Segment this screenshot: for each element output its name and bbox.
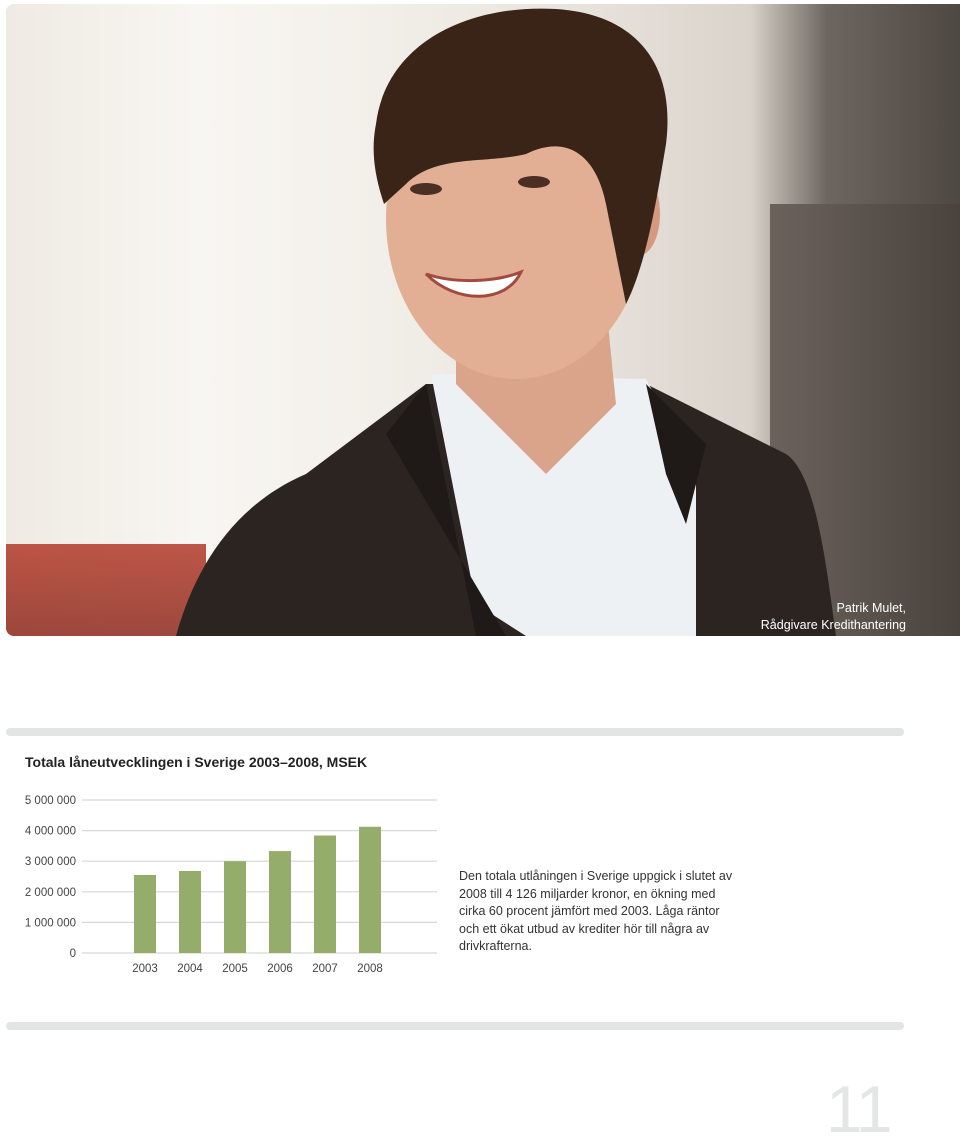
y-tick-label: 1 000 000 bbox=[24, 917, 76, 930]
x-tick-label: 2004 bbox=[177, 963, 203, 975]
y-tick-label: 0 bbox=[69, 948, 76, 960]
y-tick-label: 2 000 000 bbox=[24, 886, 76, 899]
body-paragraph: Den totala utlåningen i Sverige uppgick i slutet av 2008 till 4 126 miljarder kronor, en ökning med cirka 60 procent jämfört med 2003. Låga räntor och ett ökat utbud av krediter hör till några av drivkrafterna. bbox=[459, 869, 733, 954]
bottom-divider-bar bbox=[6, 1022, 904, 1030]
bar-2008 bbox=[359, 827, 381, 953]
top-divider-bar bbox=[6, 728, 904, 736]
caption-name: Patrik Mulet, bbox=[836, 601, 906, 615]
x-tick-label: 2006 bbox=[267, 963, 293, 975]
caption-role: Rådgivare Kredithantering bbox=[760, 618, 906, 632]
loan-bar-chart bbox=[0, 780, 460, 990]
bar-2007 bbox=[314, 835, 336, 953]
y-tick-label: 3 000 000 bbox=[24, 856, 76, 869]
x-tick-label: 2005 bbox=[222, 963, 248, 975]
x-tick-label: 2003 bbox=[132, 963, 158, 975]
bar-2004 bbox=[179, 871, 201, 953]
y-tick-label: 4 000 000 bbox=[24, 825, 76, 838]
photo-caption bbox=[761, 600, 906, 634]
bar-2005 bbox=[224, 861, 246, 953]
chart-title: Totala låneutvecklingen i Sverige 2003–2008, MSEK bbox=[25, 754, 368, 770]
person-illustration bbox=[6, 4, 960, 636]
eye-left bbox=[410, 183, 442, 195]
x-tick-label: 2007 bbox=[312, 963, 338, 975]
x-tick-label: 2008 bbox=[357, 963, 383, 975]
page-number: 11 bbox=[826, 1072, 891, 1146]
eye-right bbox=[518, 176, 550, 188]
bar-2003 bbox=[134, 875, 156, 953]
portrait-photo bbox=[6, 4, 960, 636]
bar-2006 bbox=[269, 851, 291, 953]
y-tick-label: 5 000 000 bbox=[24, 795, 76, 807]
